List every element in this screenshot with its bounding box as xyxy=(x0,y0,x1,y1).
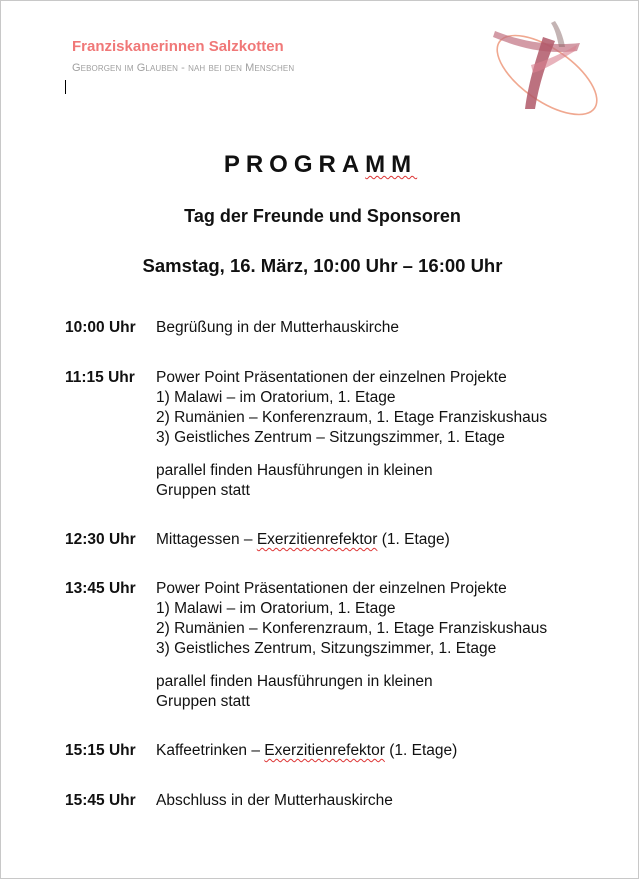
document-subtitle: Tag der Freunde und Sponsoren xyxy=(184,206,461,226)
schedule-text: Mittagessen – xyxy=(156,531,257,548)
schedule-note: Gruppen statt xyxy=(156,693,250,710)
schedule-description xyxy=(156,579,547,712)
document-title xyxy=(1,151,639,179)
schedule-time: 10:00 Uhr xyxy=(65,319,136,336)
schedule-line: Power Point Präsentationen der einzelnen Projekte xyxy=(156,369,507,386)
organization-name: Franziskanerinnen Salzkotten xyxy=(72,38,284,55)
schedule-time: 11:15 Uhr xyxy=(65,369,135,386)
schedule-description: Abschluss in der Mutterhauskirche xyxy=(156,792,393,809)
schedule-time: 12:30 Uhr xyxy=(65,531,136,548)
schedule-line: 1) Malawi – im Oratorium, 1. Etage xyxy=(156,389,396,406)
schedule-description: Begrüßung in der Mutterhauskirche xyxy=(156,319,399,336)
schedule-note: Gruppen statt xyxy=(156,482,250,499)
schedule-note: parallel finden Hausführungen in kleinen xyxy=(156,462,433,479)
schedule-text: Kaffeetrinken – xyxy=(156,742,265,759)
schedule-description xyxy=(156,530,450,550)
schedule-time: 13:45 Uhr xyxy=(65,580,136,597)
organization-motto: Geborgen im Glauben - nah bei den Menschen xyxy=(72,62,295,74)
schedule-time: 15:45 Uhr xyxy=(65,792,136,809)
schedule-description xyxy=(156,741,457,761)
schedule-line: 3) Geistliches Zentrum – Sitzungszimmer, 1. Etage xyxy=(156,429,505,446)
franciscan-logo-icon xyxy=(485,17,605,127)
title-spellcheck: MM xyxy=(365,151,418,178)
misspelled-word: Exerzitienrefektor xyxy=(256,531,378,548)
schedule-note: parallel finden Hausführungen in kleinen xyxy=(156,673,433,690)
schedule-time: 15:15 Uhr xyxy=(65,742,136,759)
title-main: PROGRAMM xyxy=(223,151,418,178)
event-date-line: Samstag, 16. März, 10:00 Uhr – 16:00 Uhr xyxy=(142,255,503,276)
schedule-line: 2) Rumänien – Konferenzraum, 1. Etage Franziskushaus xyxy=(156,409,548,426)
schedule-text: (1. Etage) xyxy=(377,531,450,548)
misspelled-word: Exerzitienrefektor xyxy=(264,742,385,759)
schedule-description xyxy=(156,368,547,501)
schedule-line: 1) Malawi – im Oratorium, 1. Etage xyxy=(156,600,396,617)
schedule-line: 3) Geistliches Zentrum, Sitzungszimmer, 1. Etage xyxy=(156,640,497,657)
text-cursor xyxy=(65,80,66,94)
schedule-line: 2) Rumänien – Konferenzraum, 1. Etage Franziskushaus xyxy=(156,620,548,637)
schedule-line: Power Point Präsentationen der einzelnen Projekte xyxy=(156,580,507,597)
schedule-text: (1. Etage) xyxy=(384,742,458,759)
